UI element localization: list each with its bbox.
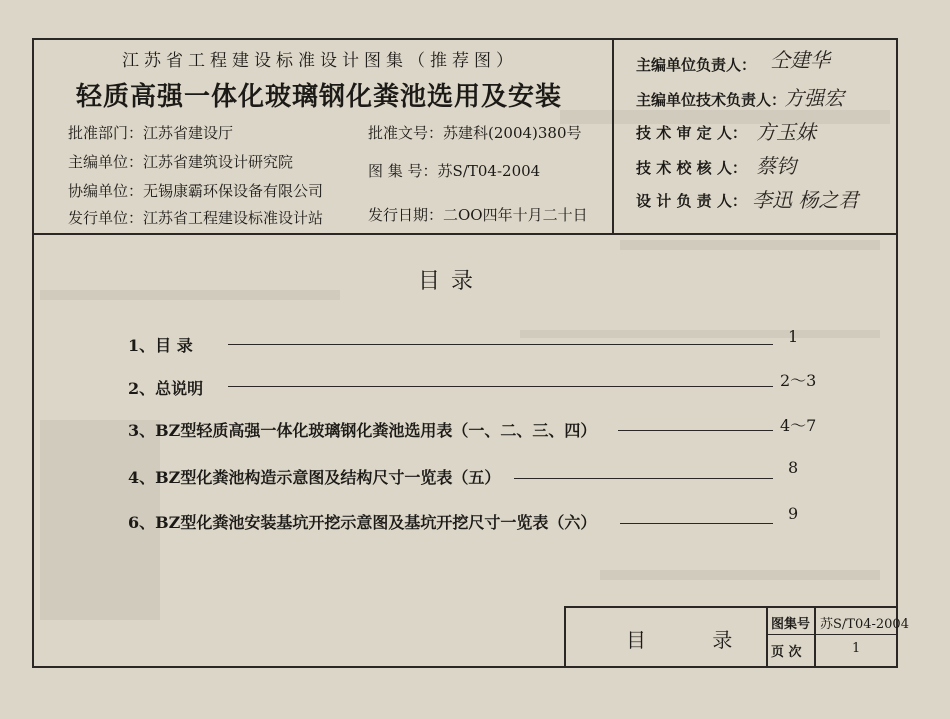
toc-item: 2、总说明 — [128, 379, 204, 398]
atlas-number-value: 苏S/T04-2004 — [820, 617, 909, 632]
toc-page: 9 — [788, 504, 799, 523]
header-bottom-rule — [32, 233, 898, 235]
signature-name: 蔡钧 — [756, 154, 796, 178]
co-unit: 协编单位：无锡康霸环保设备有限公司 — [68, 182, 324, 200]
chief-unit: 主编单位：江苏省建筑设计研究院 — [68, 153, 294, 171]
title-block-divider — [814, 606, 816, 668]
signature-label: 技 术 校 核 人： — [636, 159, 747, 177]
series-title: 江苏省工程建设标准设计图集（推荐图） — [122, 51, 518, 71]
signature-label: 设 计 负 责 人： — [636, 192, 747, 210]
toc-item: 6、BZ型化粪池安装基坑开挖示意图及基坑开挖尺寸一览表（六） — [128, 513, 597, 532]
toc-leader — [228, 386, 773, 387]
toc-page: 1 — [788, 327, 799, 346]
title-block-top — [564, 606, 898, 608]
title-block-left — [564, 606, 566, 668]
toc-leader — [620, 523, 773, 524]
title-block-divider — [766, 606, 768, 668]
toc-item: 4、BZ型化粪池构造示意图及结构尺寸一览表（五） — [128, 468, 501, 487]
header-divider — [612, 38, 614, 233]
toc-leader — [514, 478, 773, 479]
toc-leader — [618, 430, 773, 431]
issue-date: 发行日期：二OO四年十月二十日 — [368, 206, 588, 224]
atlas-no: 图 集 号：苏S/T04-2004 — [368, 162, 541, 180]
title-block-row-rule — [766, 634, 898, 635]
page-title: 轻质高强一体化玻璃钢化粪池选用及安装 — [76, 82, 563, 112]
signature-name: 仝建华 — [770, 48, 830, 72]
toc-item: 1、目 录 — [128, 336, 193, 355]
approval-no: 批准文号：苏建科(2004)380号 — [368, 124, 582, 142]
toc-item: 3、BZ型轻质高强一体化玻璃钢化粪池选用表（一、二、三、四） — [128, 421, 597, 440]
atlas-number-label: 图集号 — [771, 617, 811, 632]
page-number-label: 页 次 — [771, 645, 802, 660]
approval-dept: 批准部门：江苏省建设厅 — [68, 124, 234, 142]
toc-page: 8 — [788, 458, 799, 477]
signature-label: 技 术 审 定 人： — [636, 124, 747, 142]
title-block-name: 目 录 — [626, 628, 763, 652]
toc-heading: 目 录 — [418, 269, 475, 294]
signature-name: 李迅 杨之君 — [752, 188, 859, 212]
toc-page: 4～7 — [780, 416, 817, 435]
signature-name: 方玉妹 — [756, 120, 816, 144]
signature-label: 主编单位负责人： — [636, 56, 757, 74]
signature-name: 方强宏 — [784, 86, 844, 110]
toc-page: 2～3 — [780, 371, 817, 390]
publisher: 发行单位：江苏省工程建设标准设计站 — [68, 209, 324, 227]
page-number-value: 1 — [852, 641, 861, 656]
signature-label: 主编单位技术负责人： — [636, 91, 787, 109]
toc-leader — [228, 344, 773, 345]
